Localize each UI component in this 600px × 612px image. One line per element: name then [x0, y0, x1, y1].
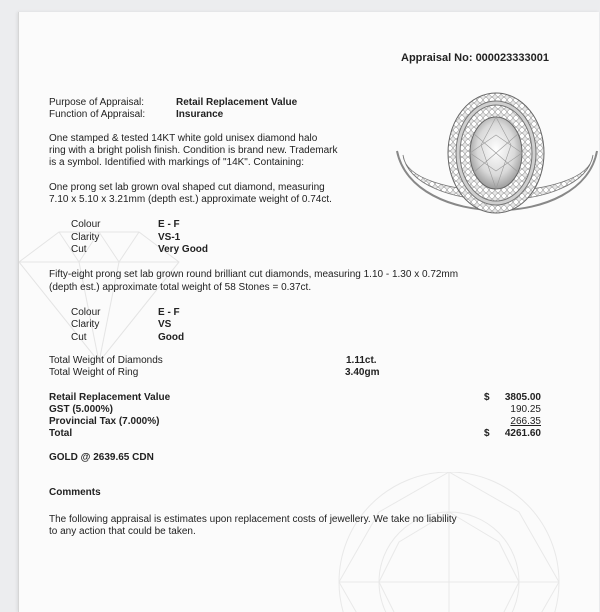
side-cut-value: Good [158, 332, 185, 343]
provincial-tax-label: Provincial Tax (7.000%) [49, 416, 160, 427]
function-value: Insurance [176, 109, 224, 120]
provincial-tax-amount: 266.35 [510, 416, 541, 427]
side-colour-value: E - F [158, 307, 180, 318]
side-colour-label: Colour [71, 307, 101, 318]
retail-value-currency: $ [484, 392, 490, 403]
center-clarity-label: Clarity [71, 232, 100, 243]
total-currency: $ [484, 428, 490, 439]
side-stones-desc-2: (depth est.) approximate total weight of 58 Stones = 0.37ct. [49, 282, 312, 293]
diamond-weight-value: 1.11ct. [346, 355, 377, 366]
gold-price: GOLD @ 2639.65 CDN [49, 452, 154, 463]
center-clarity-value: VS-1 [158, 232, 181, 243]
comments-heading: Comments [49, 487, 101, 498]
retail-value-amount: 3805.00 [504, 392, 541, 403]
side-clarity-value: VS [158, 319, 172, 330]
center-cut-label: Cut [71, 244, 87, 255]
center-stone-desc-2: 7.10 x 5.10 x 3.21mm (depth est.) approximate weight of 0.74ct. [49, 194, 332, 205]
center-stone-desc-1: One prong set lab grown oval shaped cut diamond, measuring [49, 182, 325, 193]
diamond-weight-label: Total Weight of Diamonds [49, 355, 163, 366]
side-clarity-label: Clarity [71, 319, 100, 330]
ring-weight-label: Total Weight of Ring [49, 367, 139, 378]
total-label: Total [49, 428, 73, 439]
purpose-value: Retail Replacement Value [176, 97, 298, 108]
intro-line-1: One stamped & tested 14KT white gold unisex diamond halo [49, 133, 318, 144]
intro-line-3: is a symbol. Identified with markings of "14K". Containing: [49, 157, 304, 168]
appraisal-document [18, 12, 599, 612]
intro-line-2: ring with a bright polish finish. Condition is brand new. Trademark [49, 145, 338, 156]
center-cut-value: Very Good [158, 244, 209, 255]
center-colour-value: E - F [158, 219, 180, 230]
comments-line-2: to any action that could be taken. [49, 526, 196, 537]
purpose-label: Purpose of Appraisal: [49, 97, 145, 108]
center-colour-label: Colour [71, 219, 101, 230]
comments-line-1: The following appraisal is estimates upon replacement costs of jewellery. We take no liability [49, 514, 457, 525]
total-amount: 4261.60 [504, 428, 541, 439]
ring-photo [393, 85, 599, 245]
diamond-watermark-right [319, 472, 579, 612]
side-stones-desc-1: Fifty-eight prong set lab grown round brilliant cut diamonds, measuring 1.10 - 1.30 x 0.72mm [49, 269, 459, 280]
side-cut-label: Cut [71, 332, 87, 343]
function-label: Function of Appraisal: [49, 109, 146, 120]
retail-value-label: Retail Replacement Value [49, 392, 171, 403]
gst-label: GST (5.000%) [49, 404, 113, 415]
gst-amount: 190.25 [510, 404, 541, 415]
ring-weight-value: 3.40gm [345, 367, 380, 378]
appraisal-number: Appraisal No: 000023333001 [401, 52, 549, 64]
